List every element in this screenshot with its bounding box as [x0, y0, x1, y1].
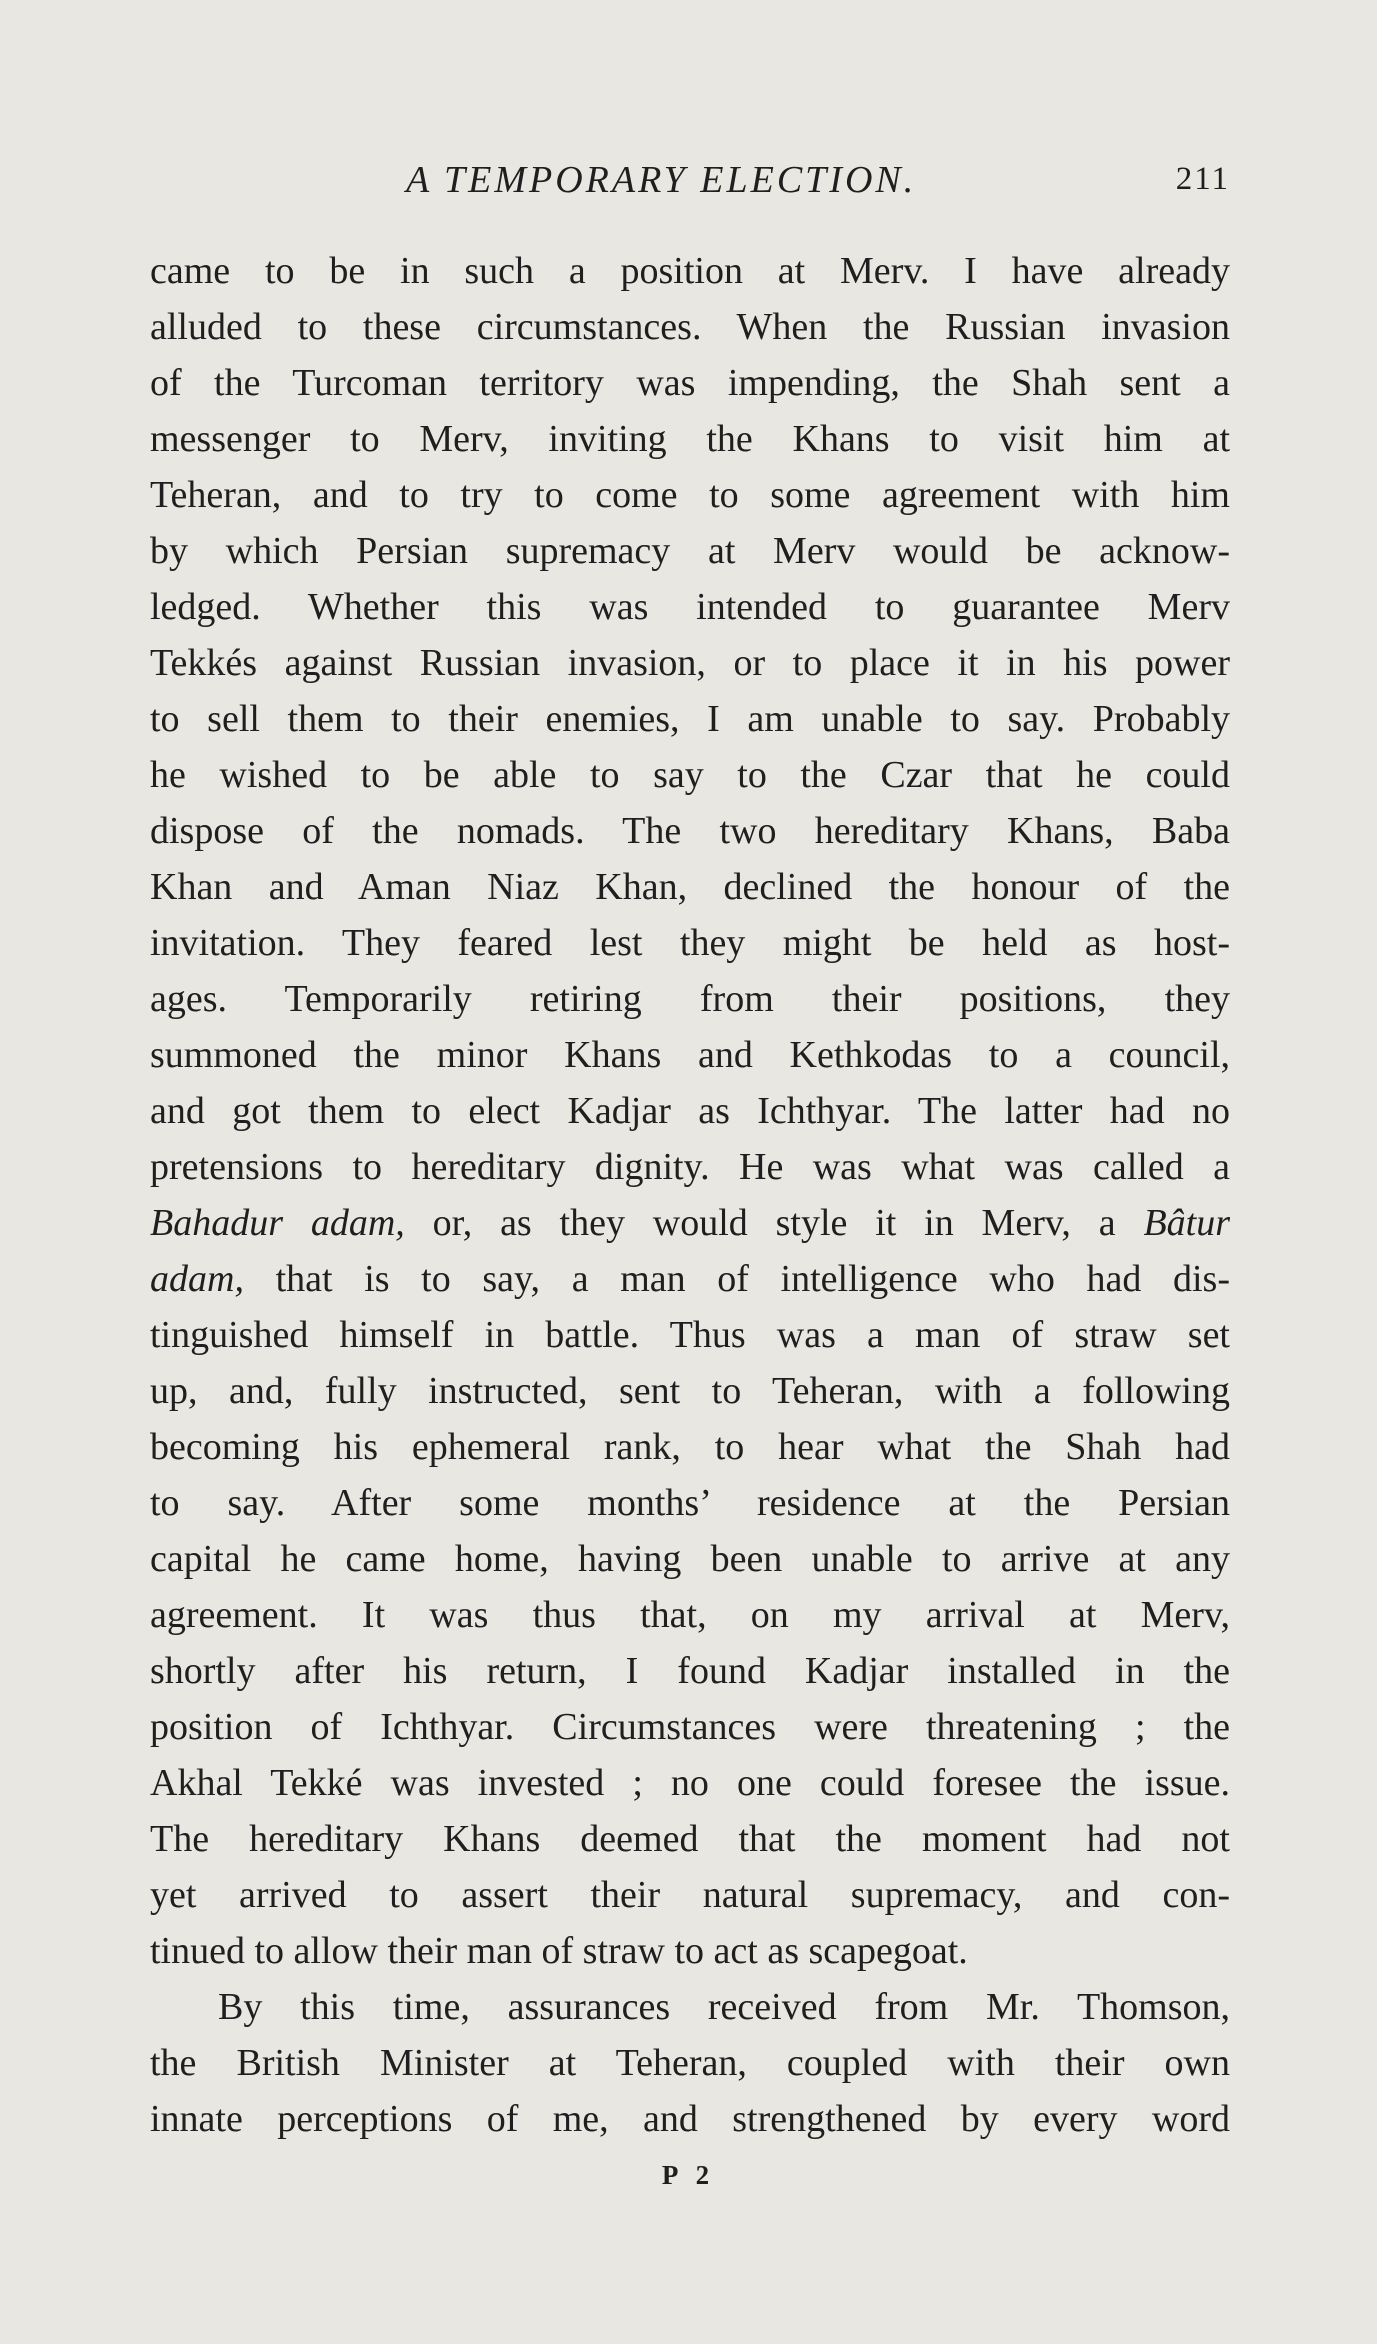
page-number: 211 [1175, 161, 1230, 197]
roman-phrase: that is to say, a man of intelligence who had dis- [243, 1258, 1230, 1300]
text-line: summoned the minor Khans and Kethkodas to a council, [150, 1034, 1230, 1076]
text-line: to say. After some months’ residence at the Persian [150, 1482, 1230, 1524]
text-line: innate perceptions of me, and strengthened by every word [150, 2098, 1230, 2140]
roman-phrase: or, as they would style it in Merv, a [404, 1202, 1144, 1244]
text-line: ledged. Whether this was intended to guarantee Merv [150, 586, 1230, 628]
text-line: Tekkés against Russian invasion, or to place it in his power [150, 642, 1230, 684]
text-line: tinguished himself in battle. Thus was a man of straw set [150, 1314, 1230, 1356]
text-line: yet arrived to assert their natural supremacy, and con- [150, 1874, 1230, 1916]
text-line: position of Ichthyar. Circumstances were threatening ; the [150, 1706, 1230, 1748]
text-line-mixed [150, 1195, 1230, 1251]
text-line: ages. Temporarily retiring from their positions, they [150, 978, 1230, 1020]
text-line: The hereditary Khans deemed that the moment had not [150, 1818, 1230, 1860]
text-line: the British Minister at Teheran, coupled with their own [150, 2042, 1230, 2084]
text-line: by which Persian supremacy at Merv would be acknow- [150, 530, 1230, 572]
text-line: becoming his ephemeral rank, to hear what the Shah had [150, 1426, 1230, 1468]
text-line: to sell them to their enemies, I am unable to say. Probably [150, 698, 1230, 740]
text-line: Akhal Tekké was invested ; no one could foresee the issue. [150, 1762, 1230, 1804]
text-line: and got them to elect Kadjar as Ichthyar. The latter had no [150, 1090, 1230, 1132]
text-line: tinued to allow their man of straw to act as scapegoat. [150, 1930, 968, 1972]
text-line: invitation. They feared lest they might be held as host- [150, 922, 1230, 964]
text-line: shortly after his return, I found Kadjar installed in the [150, 1650, 1230, 1692]
body-text [150, 243, 1230, 2147]
italic-phrase: adam, [150, 1258, 244, 1300]
text-line: of the Turcoman territory was impending, the Shah sent a [150, 362, 1230, 404]
text-line: Teheran, and to try to come to some agreement with him [150, 474, 1230, 516]
text-line: came to be in such a position at Merv. I have already [150, 250, 1230, 292]
text-line: agreement. It was thus that, on my arrival at Merv, [150, 1594, 1230, 1636]
text-line: pretensions to hereditary dignity. He was what was called a [150, 1146, 1230, 1188]
text-line: By this time, assurances received from Mr. Thomson, [218, 1986, 1230, 2028]
page-header [150, 158, 1230, 208]
italic-phrase: Bâtur [1143, 1202, 1230, 1244]
signature-mark: P 2 [661, 2160, 716, 2190]
text-line: he wished to be able to say to the Czar that he could [150, 754, 1230, 796]
text-line: alluded to these circumstances. When the Russian invasion [150, 306, 1230, 348]
italic-phrase: Bahadur adam, [150, 1202, 405, 1244]
text-line: dispose of the nomads. The two hereditary Khans, Baba [150, 810, 1230, 852]
text-line: messenger to Merv, inviting the Khans to visit him at [150, 418, 1230, 460]
text-line: Khan and Aman Niaz Khan, declined the honour of the [150, 866, 1230, 908]
text-line: capital he came home, having been unable to arrive at any [150, 1538, 1230, 1580]
running-title: A TEMPORARY ELECTION. [406, 159, 917, 201]
text-line: up, and, fully instructed, sent to Teheran, with a following [150, 1370, 1230, 1412]
text-line-mixed [150, 1251, 1230, 1307]
